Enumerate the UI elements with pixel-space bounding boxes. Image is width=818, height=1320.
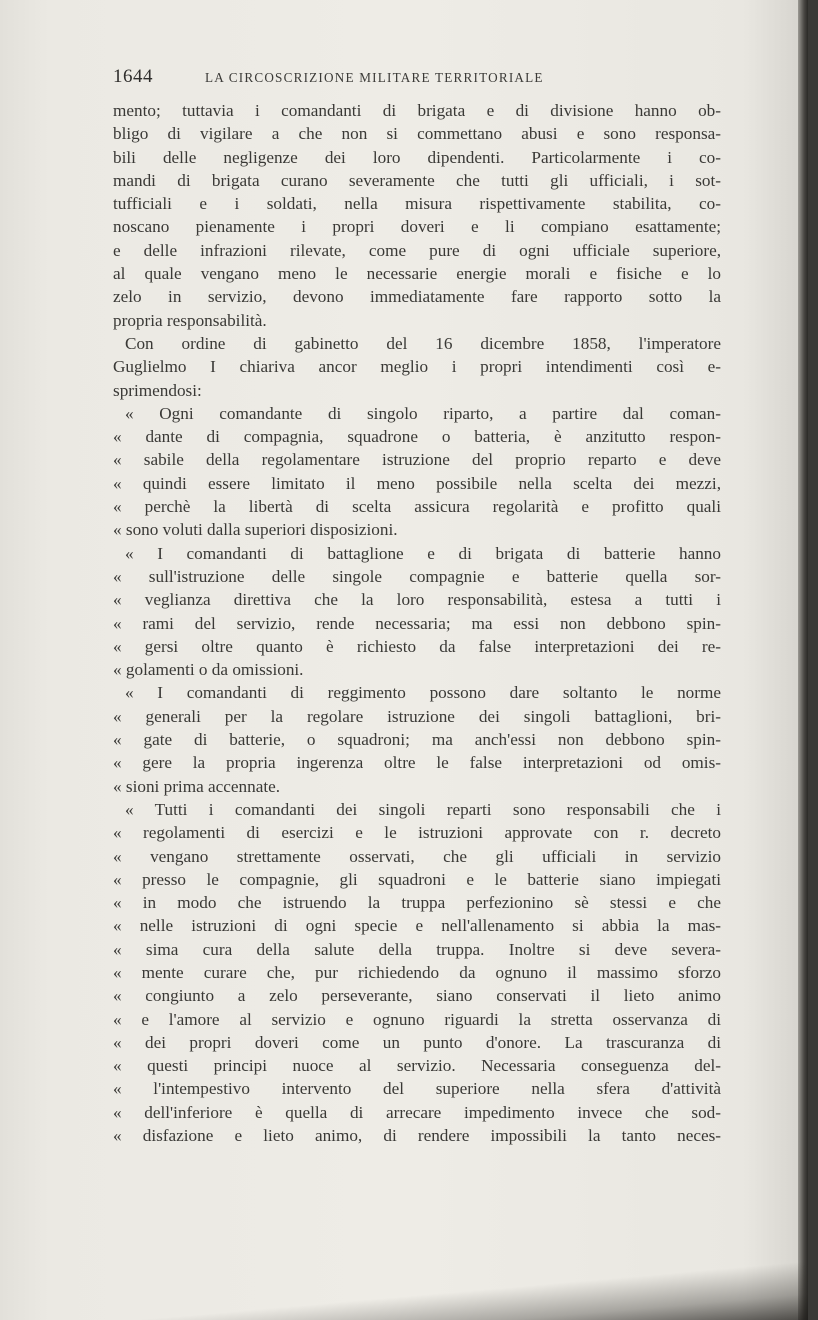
text-line: « Tutti i comandanti dei singoli reparti sono responsabili che i [125, 799, 721, 819]
text-line: « sabile della regolamentare istruzione del proprio reparto e deve [113, 450, 721, 470]
text-line: « gere la propria ingerenza oltre le false interpretazioni od omis- [113, 753, 721, 773]
text-line: « e l'amore al servizio e ognuno riguardi la stretta osservanza di [113, 1009, 721, 1029]
text-line: « presso le compagnie, gli squadroni e le batterie siano impiegati [113, 869, 721, 889]
text-line: mandi di brigata curano severamente che tutti gli ufficiali, i sot- [113, 170, 721, 190]
text-line: « sima cura della salute della truppa. Inoltre si deve severa- [113, 939, 721, 959]
text-line: sprimendosi: [113, 380, 202, 400]
text-line: « sioni prima accennate. [113, 776, 281, 796]
text-line: « generali per la regolare istruzione dei singoli battaglioni, bri- [113, 706, 721, 726]
page-number: 1644 [113, 66, 153, 87]
text-line: Con ordine di gabinetto del 16 dicembre 1858, l'imperatore [125, 333, 721, 353]
page-header [113, 66, 723, 92]
text-line: tufficiali e i soldati, nella misura rispettivamente stabilita, co- [113, 194, 721, 214]
text-line: « questi principi nuoce al servizio. Necessaria conseguenza del- [113, 1056, 721, 1076]
text-line: bili delle negligenze dei loro dipendenti. Particolarmente i co- [113, 147, 721, 167]
text-line: « golamenti o da omissioni. [113, 660, 304, 680]
text-line: e delle infrazioni rilevate, come pure di ogni ufficiale superiore, [113, 240, 721, 260]
text-line: « gate di batterie, o squadroni; ma anch'essi non debbono spin- [113, 730, 721, 750]
text-line: « gersi oltre quanto è richiesto da false interpretazioni dei re- [113, 636, 721, 656]
text-line: « congiunto a zelo perseverante, siano conservati il lieto animo [113, 986, 721, 1006]
text-line: mento; tuttavia i comandanti di brigata e di divisione hanno ob- [113, 101, 721, 120]
text-line: « perchè la libertà di scelta assicura regolarità e profitto quali [113, 497, 721, 517]
page-edge-shadow [798, 0, 808, 1320]
text-line: « dell'inferiore è quella di arrecare impedimento invece che sod- [113, 1102, 721, 1122]
text-line: « I comandanti di battaglione e di brigata di batterie hanno [125, 543, 721, 563]
text-line: « in modo che istruendo la truppa perfezionino sè stessi e che [113, 893, 721, 913]
text-line: « mente curare che, pur richiedendo da ognuno il massimo sforzo [113, 962, 721, 982]
text-line: « sull'istruzione delle singole compagnie e batterie quella sor- [113, 566, 721, 586]
text-line: zelo in servizio, devono immediatamente fare rapporto sotto la [113, 287, 721, 307]
text-line: « vengano strettamente osservati, che gli ufficiali in servizio [113, 846, 721, 866]
text-line: « sono voluti dalla superiori disposizioni. [113, 520, 398, 540]
text-line: « disfazione e lieto animo, di rendere impossibili la tanto neces- [113, 1126, 721, 1146]
text-line: bligo di vigilare a che non si commettano abusi e sono responsa- [113, 124, 721, 144]
text-line: « rami del servizio, rende necessaria; ma essi non debbono spin- [113, 613, 721, 633]
text-line: « regolamenti di esercizi e le istruzioni approvate con r. decreto [113, 823, 721, 843]
text-line: « veglianza direttiva che la loro responsabilità, estesa a tutti i [113, 590, 721, 610]
text-line: « dante di compagnia, squadrone o batteria, è anzitutto respon- [113, 427, 721, 447]
running-head: LA CIRCOSCRIZIONE MILITARE TERRITORIALE [205, 70, 544, 85]
text-line: al quale vengano meno le necessarie energie morali e fisiche e lo [113, 264, 721, 284]
text-line: « I comandanti di reggimento possono dare soltanto le norme [125, 683, 721, 703]
text-line: propria responsabilità. [113, 310, 267, 330]
text-line: « Ogni comandante di singolo riparto, a partire dal coman- [125, 403, 721, 423]
text-line: « quindi essere limitato il meno possibile nella scelta dei mezzi, [113, 473, 721, 493]
text-line: « nelle istruzioni di ogni specie e nell'allenamento si abbia la mas- [113, 916, 721, 936]
body-text [113, 99, 721, 1147]
text-line: « dei propri doveri come un punto d'onore. La trascuranza di [113, 1032, 721, 1052]
text-line: noscano pienamente i propri doveri e li compiano esattamente; [113, 217, 721, 237]
text-line: Guglielmo I chiariva ancor meglio i propri intendimenti così e- [113, 357, 721, 377]
text-line: « l'intempestivo intervento del superiore nella sfera d'attività [113, 1079, 721, 1099]
